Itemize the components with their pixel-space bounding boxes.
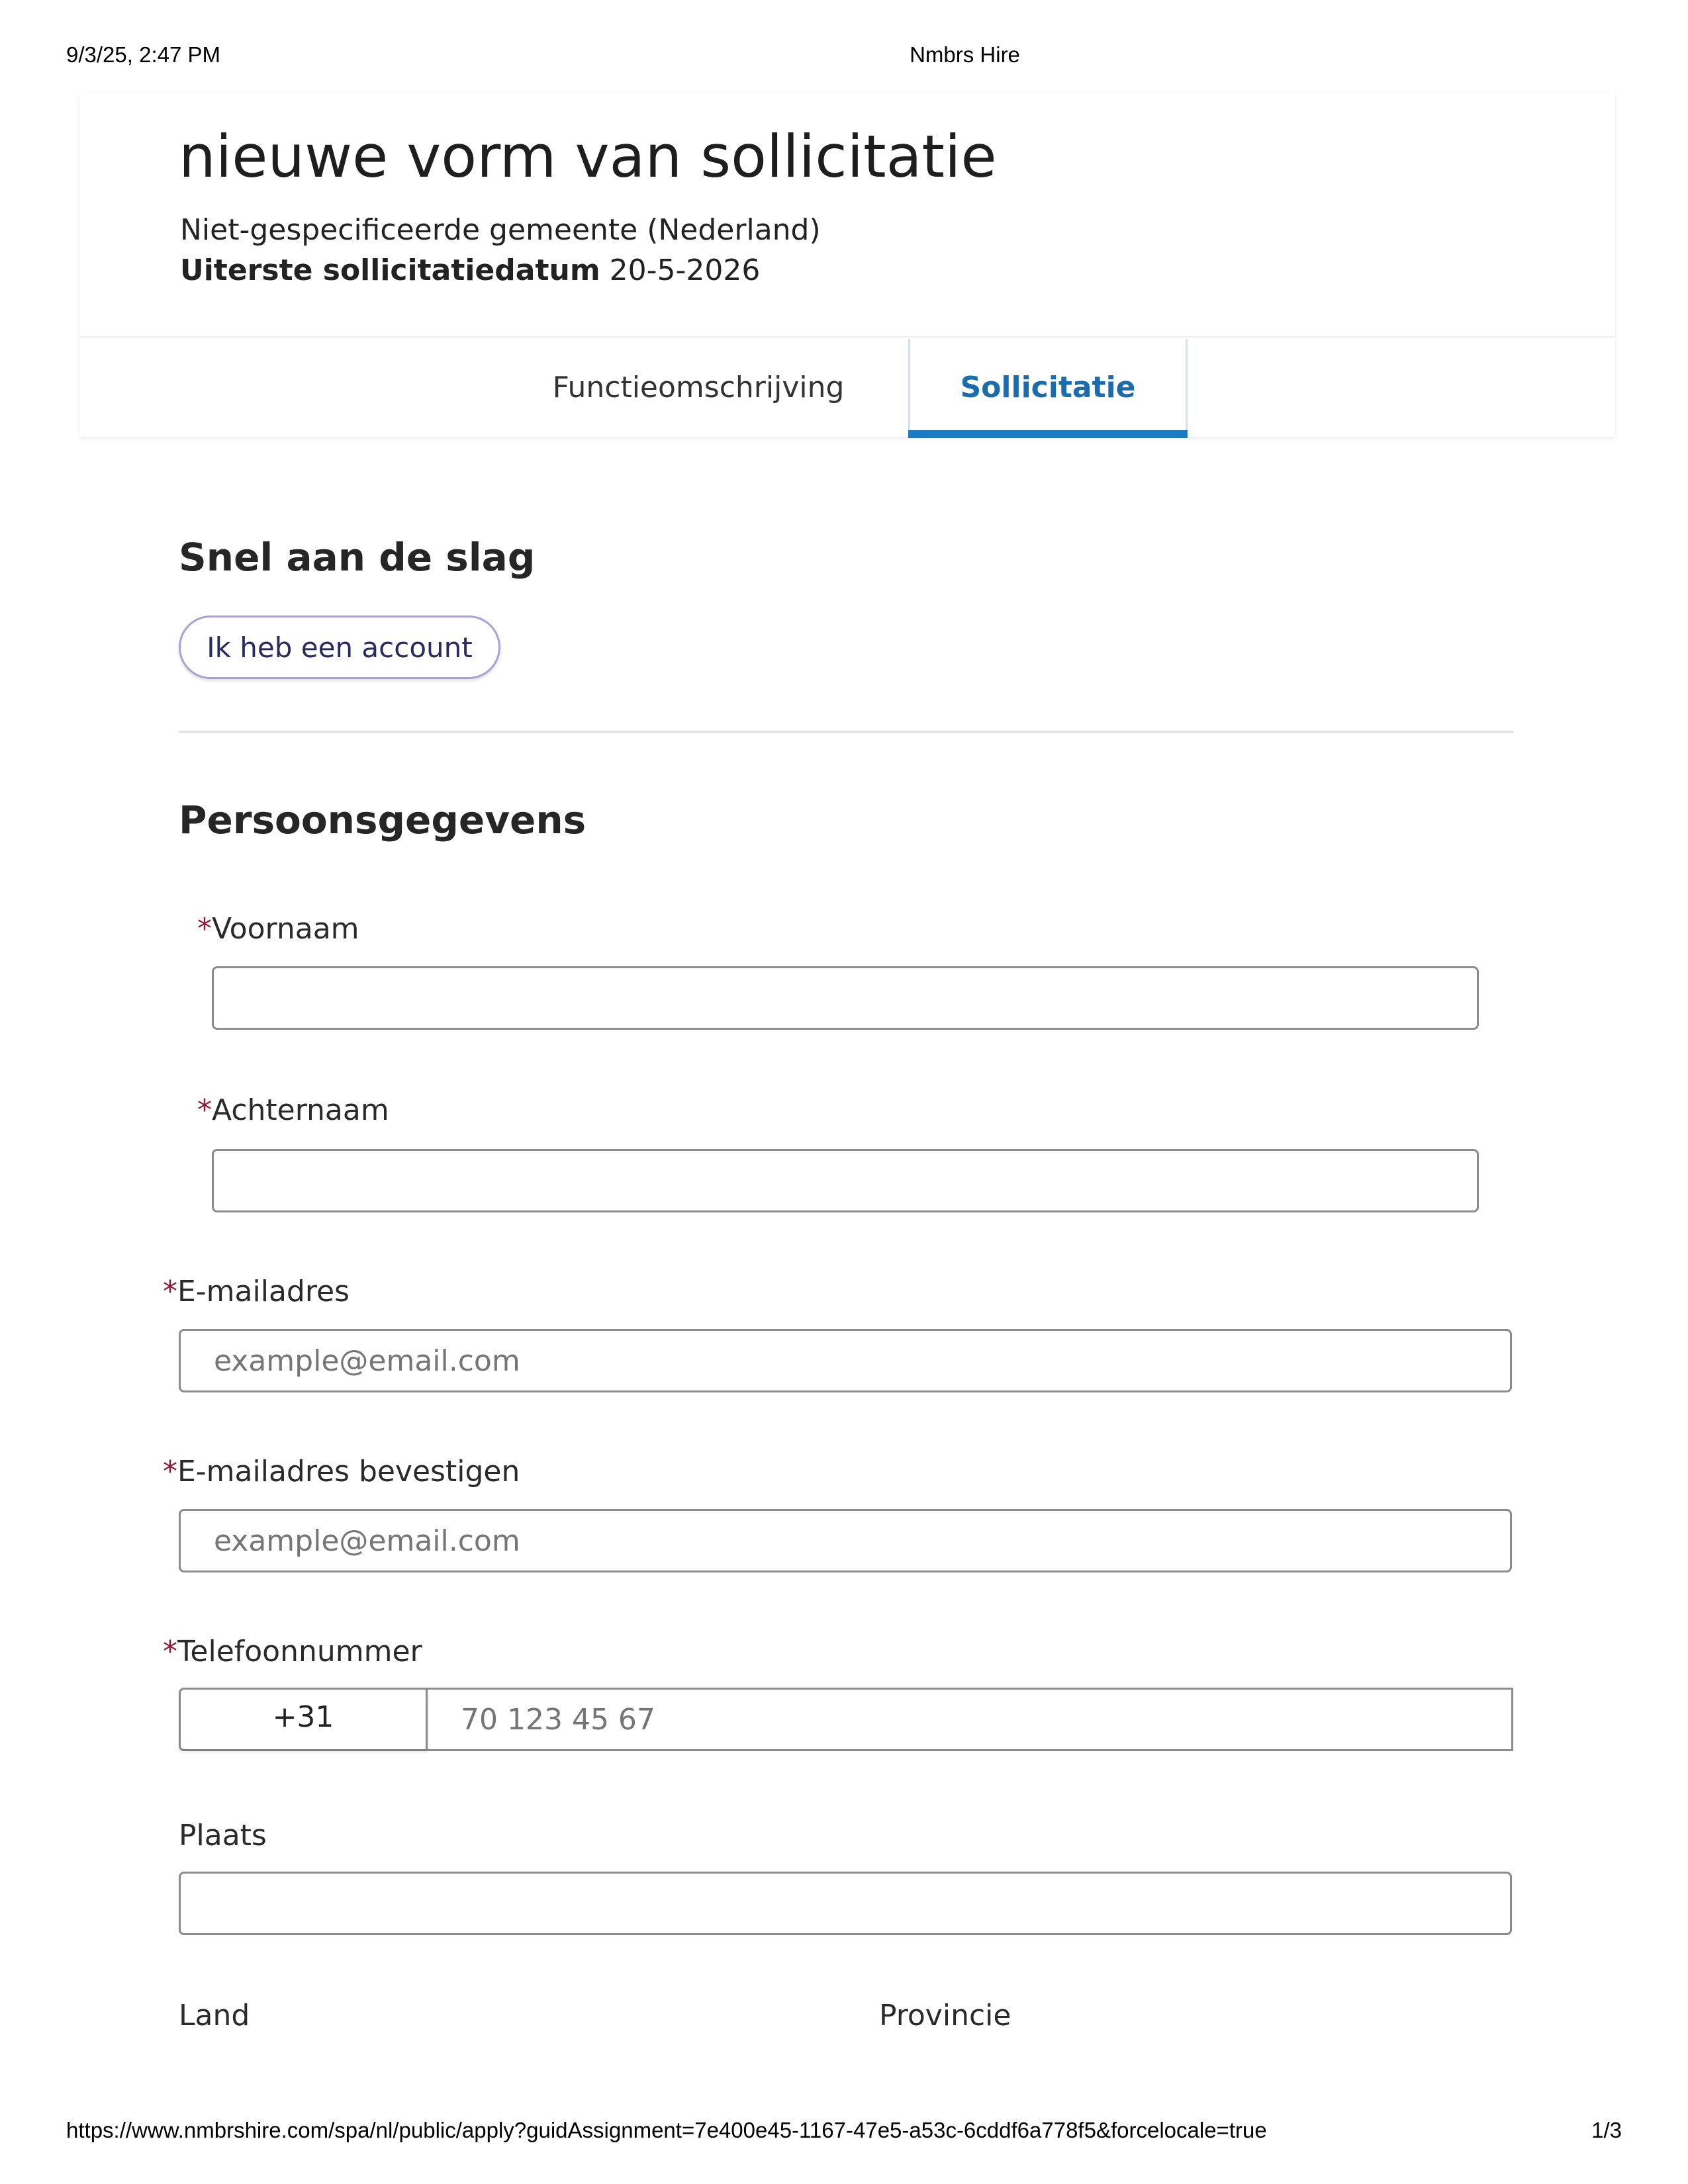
country-code-select[interactable]: +31 bbox=[181, 1690, 428, 1749]
required-marker: * bbox=[163, 1275, 177, 1308]
job-location: Niet-gespecificeerde gemeente (Nederland) bbox=[180, 213, 821, 247]
tab-sollicitatie[interactable]: Sollicitatie bbox=[908, 339, 1188, 437]
section-divider bbox=[179, 731, 1513, 733]
first-name-input[interactable] bbox=[212, 966, 1479, 1030]
have-account-button[interactable]: Ik heb een account bbox=[179, 615, 500, 679]
print-header bbox=[0, 42, 1688, 69]
email-input[interactable] bbox=[179, 1329, 1512, 1392]
tab-functieomschrijving[interactable]: Functieomschrijving bbox=[552, 371, 845, 404]
phone-field bbox=[179, 1688, 1513, 1751]
phone-label: *Telefoonnummer bbox=[163, 1635, 422, 1668]
deadline-value: 20-5-2026 bbox=[609, 253, 761, 287]
phone-number-input[interactable] bbox=[428, 1690, 1511, 1749]
country-label: Land bbox=[179, 1999, 250, 2032]
last-name-input[interactable] bbox=[212, 1149, 1479, 1212]
email-label: *E-mailadres bbox=[163, 1275, 350, 1308]
required-marker: * bbox=[163, 1455, 177, 1488]
print-date: 9/3/25, 2:47 PM bbox=[66, 42, 220, 67]
quick-start-title: Snel aan de slag bbox=[179, 535, 536, 580]
first-name-label: *Voornaam bbox=[197, 912, 359, 946]
email-confirm-input[interactable] bbox=[179, 1509, 1512, 1572]
last-name-label: *Achternaam bbox=[197, 1093, 389, 1127]
job-deadline bbox=[180, 253, 760, 287]
city-input[interactable] bbox=[179, 1872, 1512, 1935]
required-marker: * bbox=[163, 1635, 177, 1668]
personal-details-title: Persoonsgegevens bbox=[179, 797, 586, 842]
print-footer bbox=[0, 2118, 1688, 2144]
deadline-label: Uiterste sollicitatiedatum bbox=[180, 253, 600, 287]
active-tab-indicator bbox=[908, 430, 1188, 438]
print-url: https://www.nmbrshire.com/spa/nl/public/apply?guidAssignment=7e400e45-1167-47e5-a53c-6cddf6a778f5&forcelocale=true bbox=[66, 2118, 1267, 2142]
page-number: 1/3 bbox=[1591, 2118, 1622, 2142]
required-marker: * bbox=[197, 1093, 212, 1127]
city-label: Plaats bbox=[179, 1819, 267, 1852]
province-label: Provincie bbox=[879, 1999, 1011, 2032]
tabs-divider bbox=[79, 336, 1615, 338]
required-marker: * bbox=[197, 912, 212, 946]
print-title: Nmbrs Hire bbox=[910, 42, 1020, 67]
job-title: nieuwe vorm van sollicitatie bbox=[179, 122, 997, 191]
email-confirm-label: *E-mailadres bevestigen bbox=[163, 1455, 520, 1488]
